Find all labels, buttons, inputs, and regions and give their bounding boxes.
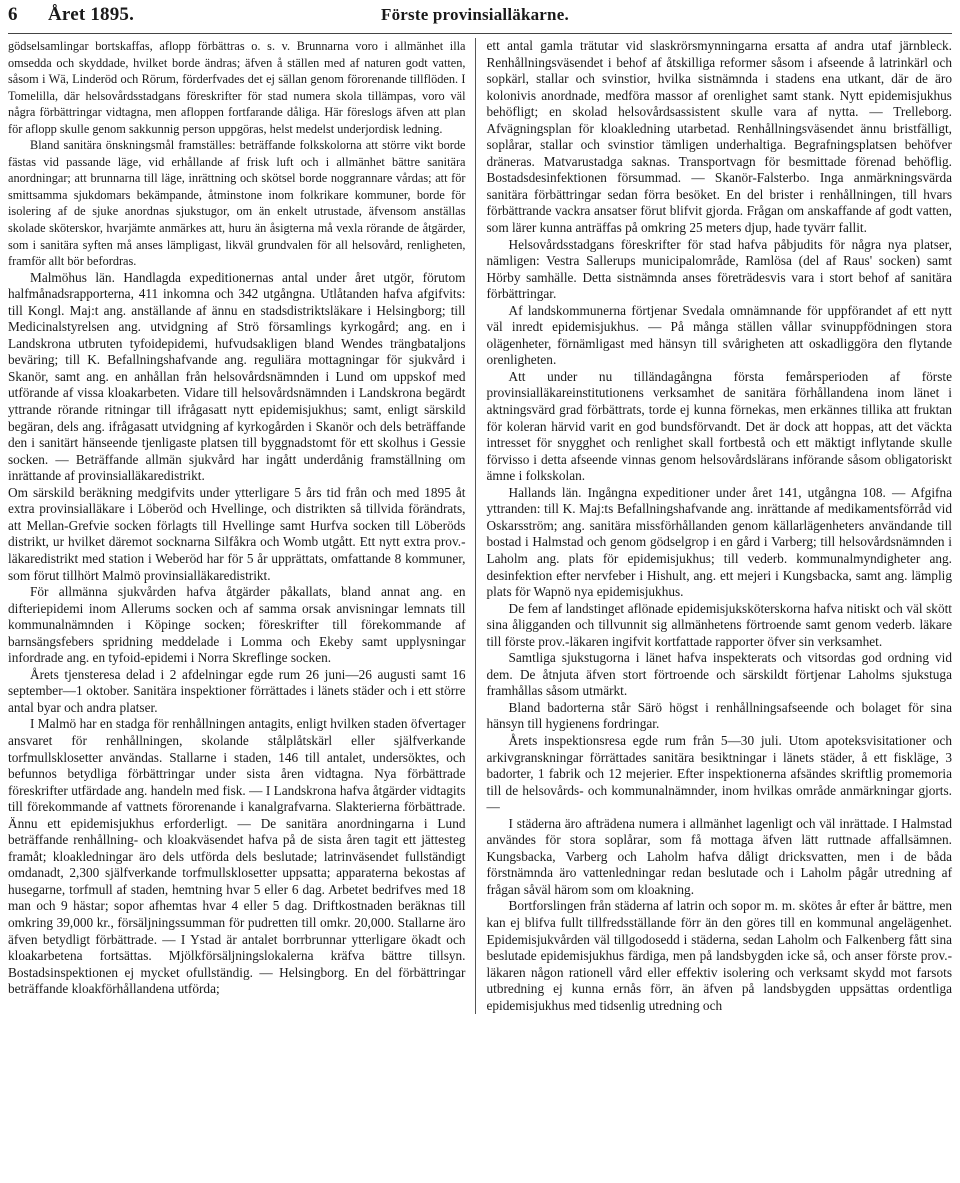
- paragraph: Hallands län. Ingångna expeditioner under året 141, utgångna 108. — Afgifna yttranden: till K. Maj:ts Befallningshafvande ang. inrättande af medikamentsförråd vid Oskarsström; ang. sanitära missförhållanden genom källarlägenheters användande till bostad i Halmstad och genom gödselgrop i en gård i Varberg; till helsovårdsnämnden i Laholm ang. plats för epidemisjukhus; till vederb. kommunalmyndigheter ang. desinfektion efter nervfeber i Hishult, ang. ett mejeri i Kungsbacka, samt ang. lämplig plats för Wapnö nya epidemisjukhus.: [486, 484, 952, 600]
- paragraph: ett antal gamla trätutar vid slaskrörsmynningarna ersatta af andra utaf järnbleck. Renhållningsväsendet i behof af åtskilliga reformer såsom i afseende å latrinkärl och sopkärl, stallar och svinstior, hvilka sistnämnda i stadens ena utkant, där de äro kolonivis anordnade, medföra massor af orenlighet samt stank. Nytt epidemisjukhus behöfligt; en skolad helsovårdsassistent skulle vara af nytta. — Trelleborg. Afvägningsplan för kloakledning utarbetad. Renhållningsväsendet ännu bristfälligt, soplårar, stallar och svinstior tämligen underhaltiga. Begrafningsplatsen behöfver dräneras. Matvarustadga saknas. Transportvagn för besmittade förenad behöflig. Bostadsdesinfektionen försummad. — Skanör-Falsterbo. Inga anmärkningsvärda sanitära förbättringar sedan förra besöket. En del brister i renhållningen, till hvars förbättrande vackra ansatser förut blifvit gjorda. Frågan om anskaffande af godt vatten, som lärer kunna anträffas på omkring 25 meters djup, hade tyvärr fallit.: [486, 38, 952, 236]
- paragraph: Helsovårdsstadgans föreskrifter för stad hafva påbjudits för några nya platser, nämligen: Vestra Sallerups municipalområde, Ramlösa (del af Raus' socken) samt Hörby samhälle. Detta sistnämnda anses företrädesvis vara i stort behof af sanitära förbättringar.: [486, 236, 952, 302]
- paragraph: Om särskild beräkning medgifvits under ytterligare 5 års tid från och med 1895 åt extra provinsialläkare i Löberöd och Hvellinge, och distrikten så tillvida förändrats, att Mellan-Grefvie socken förlagts till Hvellinge samt Hurfva socken till Löberöds distrikt, ur hvilket däremot socknarna Silfåkra och Womb utgått. Ett nytt extra prov.-läkaredistrikt med station i Weberöd har för 5 år upprättats, omfattande 8 kommuner, som förut tillhört Malmö provinsialläkaredistrikt.: [8, 484, 466, 583]
- paragraph: Samtliga sjukstugorna i länet hafva inspekterats och vitsordas god ordning vid dem. De åtnjuta äfven stort förtroende och särskildt förtjenar Laholms sjukstuga framhållas såsom utmärkt.: [486, 650, 952, 699]
- paragraph: gödselsamlingar bortskaffas, aflopp förbättras o. s. v. Brunnarna voro i allmänhet illa omsedda och skyddade, hvilket borde ändras; äfven å ställen med af naturen godt vatten, såsom i Wä, Linderöd och Rörum, förderfvades det ej sällan genom förorenande tillflöden. I Tomelilla, där helsovårdsstadgans föreskrifter för stad numera skola tillämpas, voro väl några förbättringar vidtagna, men afloppen fortfarande dåliga. Här föreslogs äfven att plan för aflopp skulle genom sakkunnig person uppgöras, helst medelst underjordisk ledning.: [8, 39, 466, 136]
- paragraph: Att under nu tilländagångna första femårsperioden af förste provinsialläkareinstitutionens verksamhet de sanitära förhållandena inom länet i aktningsvärd grad förbättrats, torde ej kunna förnekas, men erkännes tillika att fruktan för koleran härvid varit en god bundsförvandt. Det är dock att hoppas, att det väckta intresset för snygghet och renlighet skall fortbestå och ett mäktigt inflytande skulle förvisso i detta afseende vinnas genom helsovårdslärans införande såsom obligatoriskt ämne i folkskolan.: [486, 368, 952, 484]
- left-column: [8, 38, 475, 1014]
- running-header: [8, 4, 952, 34]
- paragraph: Bland sanitära önskningsmål framställes: beträffande folkskolorna att större vikt borde fästas vid passande läge, vid erhållande af frisk luft och i allmänhet bättre sanitära anordningar; att brunnarna till läge, inrättning och skötsel borde noggrannare vårdas; att för smittsamma sjukdomars bekämpande, åtminstone inom folkrikare kommuner, borde för isolering af de sjuke anordnas sjukstugor, om än enkelt utrustade, äfvensom anställas skolade sköterskor, hvarjämte anmärkes att, huru än åsigterna må vexla rörande de åtgärder, som i sanitära syften må anses lämpligast, likväl grundvalen för all helsovård, renligheten, framför allt bör befordras.: [8, 138, 466, 269]
- paragraph: Bland badorterna står Särö högst i renhållningsafseende och bolaget för sina hänsyn till hygienens fordringar.: [486, 699, 952, 732]
- paragraph: Årets tjensteresa delad i 2 afdelningar egde rum 26 juni—26 augusti samt 16 september—1 oktober. Sanitära inspektioner förrättades i länets städer och i ett större antal byar och andra platser.: [8, 666, 466, 715]
- paragraph: I städerna äro afträdena numera i allmänhet lagenligt och väl inrättade. I Halmstad användes för stora soplårar, som få mottaga äfven lätt ruttnade affallsämnen. Kungsbacka, Varberg och Laholm hafva dåligt dricksvatten, men i de båda förstnämnda äro vattenledningar redan beslutade och i Laholm pågår utredning af frågan såväl härom som om kloakning.: [486, 815, 952, 897]
- paragraph: Årets inspektionsresa egde rum från 5—30 juli. Utom apoteksvisitationer och arkivgranskningar förrättades sanitära besiktningar i länets städer, å ett fiskläge, 3 badorter, 1 fabrik och 12 mejerier. Efter inspektionerna afsändes skriftlig promemoria till de helsovårds- och kommunalnämnder, inom hvilkas område anmärkningar gjorts. —: [486, 732, 952, 815]
- paragraph: Malmöhus län. Handlagda expeditionernas antal under året utgör, förutom halfmånadsrapporterna, 411 inkomna och 342 utgångna. Utlåtanden hafva afgifvits: till Kongl. Maj:t ang. anställande af ännu en stadsdistriktsläkare i Helsingborg; till Medicinalstyrelsen ang. utvidgning af Strö församlings kyrkogård; ang. en i Landskrona utbruten tyfoidepidemi, hufvudsakligen bland Wendes trängbataljons beväring; till K. Befallningshafvande ang. reguliära mottagningar för sjukvård i Skanör, samt ang. en anhållan från helsovårdsnämnden i Lund om uppskof med utförande af vissa kloakarbeten. Vidare till helsovårdsnämnden i Landskrona begärdt yttrande rörande ritningar till ifrågasatt nytt epidemisjukhus; samt, enligt särskild begäran, dels ang. ifrågasatt utvidgning af kyrkogården i Skanör och dels beträffande den i sanitärt hänseende tjenligaste platsen till byggnadstomt för ett skolhus i Gessie socken. — Beträffande allmän sjukvård har ingått underdånig framställning om inrättande af provinsialläkaredistrikt.: [8, 269, 466, 484]
- paragraph: Bortforslingen från städerna af latrin och sopor m. m. skötes år efter år bättre, men kan ej blifva fullt tillfredsställande förr än den göres till en kommunal angelägenhet. Epidemisjukvården väl tillgodosedd i städerna, sedan Laholm och Falkenberg fått sina beslutade epidemisjukhus färdiga, men på landsbygden icke så, och anser förste prov.-läkaren någon rationell vård eller effektiv isolering och verksamt skydd mot farsots utbredning ej kunna ernås förr, än äfven på landsbygden uppsättas ordentliga epidemisjukhus med tidsenlig utredning och: [486, 898, 952, 1013]
- paragraph: För allmänna sjukvården hafva åtgärder påkallats, bland annat ang. en difteriepidemi inom Allerums socken och af samma orsak anvisningar lemnats till kommunalnämnden i Köpinge socken; föreskrifter till förekommande af barnsängsfebers spridning meddelade i Lomma och Ekeby samt upplysningar infordrade ang. en tyfoid-epidemi i Norra Skreflinge socken.: [8, 584, 466, 666]
- paragraph: Af landskommunerna förtjenar Svedala omnämnande för uppförandet af ett nytt väl inredt epidemisjukhus. — På många ställen vållar svinuppfödningen stora olägenheter, förnämligast med hänsyn till svårigheten att oskadliggöra den flytande orenligheten.: [486, 302, 952, 368]
- right-column: [476, 38, 953, 1014]
- section-title: Förste provinsialläkarne.: [381, 5, 569, 24]
- page-number: 6: [8, 4, 18, 25]
- paragraph: De fem af landstinget aflönade epidemisjuksköterskorna hafva nitiskt och väl skött sina åligganden och tillvunnit sig allmänhetens förtroende samt genom vederb. läkare till förste prov.-läkaren ingifvit kortfattade rapporter öfver sin verksamhet.: [486, 600, 952, 649]
- paragraph: I Malmö har en stadga för renhållningen antagits, enligt hvilken staden öfvertager ansvaret för renhållningen, skolande stålplåtskärl eller själfverkande torfmullsklosetter användas. Stallarne i staden, 146 till antalet, undersöktes, och befunnos betydliga förbättringar under sista åren vidtagna. Nya förbättrade föreskrifter utfärdade ang. handeln med fisk. — I Landskrona hafva åtgärder vidtagits till förekommande af vattnets förorenande i kanalgrafvarna. Slakterierna förbättrade. Ännu ett epidemisjukhus erforderligt. — De sanitära anordningarna i Lund beträffande renhållning- och kloakväsendet hafva på de sista åren tagit ett jättesteg framåt; kloakledningar äro dels utförda dels beslutade; latrinväsendet fullständigt omdanadt, 2,300 själfverkande torfmullsklosetter uppsatta; apparaterna bekostas af husegarne, torfmull af staden, hemtning hvar 5 eller 6 dag. Arbetet bedrifves med 18 man och 9 hästar; sopor afhemtas hvar 4 eller 5 dag. Driftkostnaden beräknas till omkring 39,000 kr., försäljningssumman för pudretten till omkr. 20,000. Stallarne äro äfven betydligt förbättrade. — I Ystad är antalet borrbrunnar ytterligare ökadt och kloakarbetena fortsättas. Mjölkförsäljningslokalerna kräfva bättre tillsyn. Bostadsinspektionen ej mycket ofullständig. — Helsingborg. En del förbättringar beträffande kloakförhållandena utförda;: [8, 716, 466, 997]
- text-columns: [8, 38, 952, 1014]
- year-heading: Året 1895.: [48, 4, 135, 25]
